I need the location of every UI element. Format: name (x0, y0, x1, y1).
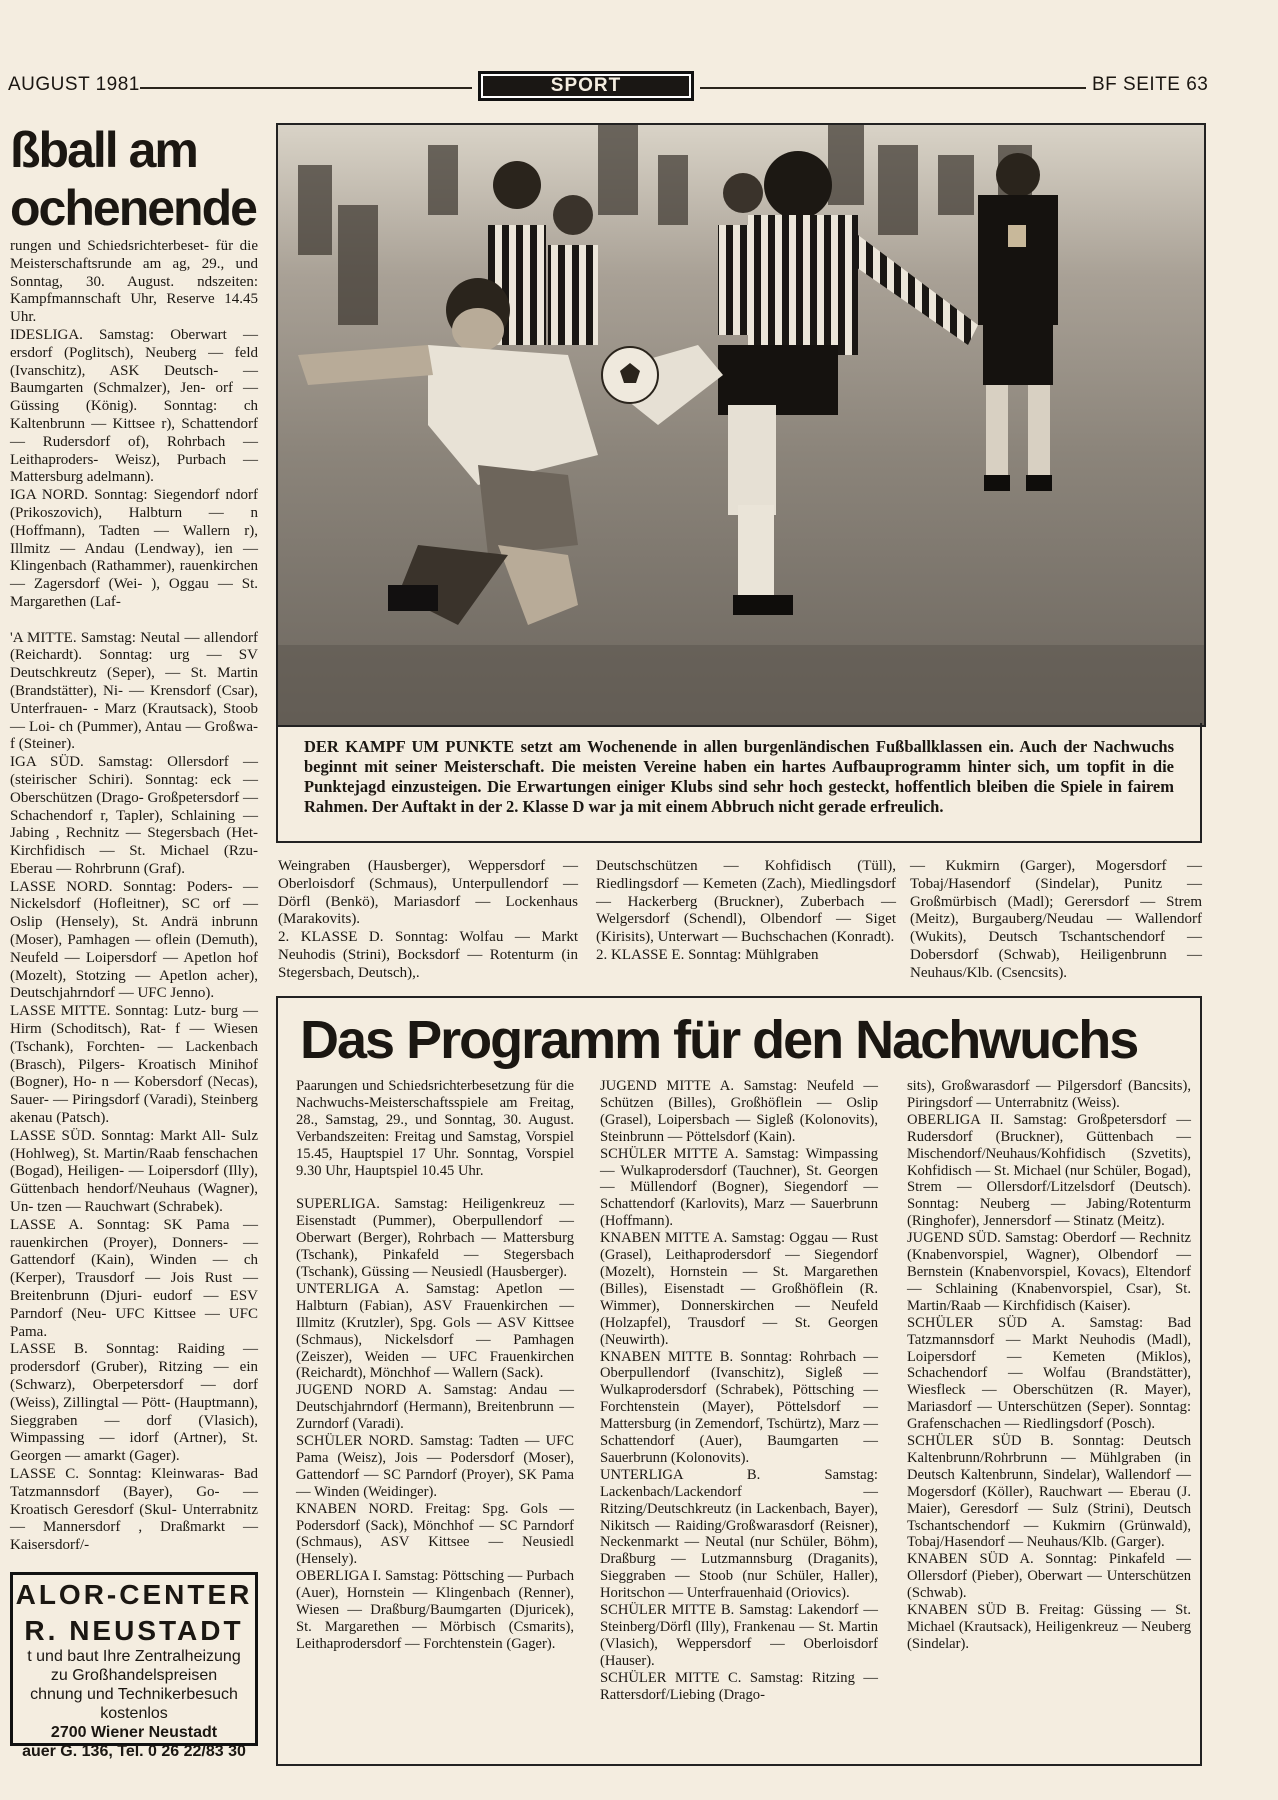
article-continuation-col2: Deutschschützen — Kohfidisch (Tüll), Riedlingsdorf — Kemeten (Zach), Miedlingsdorf — Hackerberg (Bruckner), Zuberbach — Welgersdorf (Schendl), Olbendorf — Siget (Kirisits), Unterwart — Buchschachen (Konradt). 2. KLASSE E. Sonntag: Mühlgraben (596, 858, 896, 963)
left-column-text: rungen und Schiedsrichterbeset- für die Meisterschaftsrunde am ag, 29., und Sonntag, 30. August. ndszeiten: Kampfmannschaft Uhr, Reserve 14.45 Uhr. IDESLIGA. Samstag: Oberwart — ersdorf (Poglitsch), Neuberg — feld (Ivanschitz), ASK Deutsch- — Baumgarten (Schmalzer), Jen- orf — Güssing (König). Sonntag: ch Kaltenbrunn — Kittsee r), Schattendorf — Rudersdorf of), Rohrbach — Leithaproders- Weisz), Purbach — Mattersburg adelmann). IGA NORD. Sonntag: Siegendorf ndorf (Prikoszovich), Halbturn — n (Hoffmann), Tadten — Wallern r), Illmitz — Andau (Lendway), ien — Klingenbach (Rathammer), rauenkirchen — Zagersdorf (Wei- ), Oggau — St. Margarethen (Laf- 'A MITTE. Samstag: Neutal — allendorf (Reichardt). Sonntag: urg — SV Deutschkreutz (Seper), — St. Martin (Brandstätter), Ni- — Krensdorf (Csar), Unterfrauen- - Marz (Krautsack), Stoob — Loi- ch (Pummer), Antau — Großwa- f (Steiner). IGA SÜD. Samstag: Ollersdorf — (steirischer Schiri). Sonntag: eck — Oberschützen (Drago- Großpetersdorf — Schachendorf r, Tapler), Schlaining — Jabing , Rechnitz — Stegersbach (Het- Kirchfidisch — St. Michael (Rzu- Eberau — Rohrbrunn (Graf). LASSE NORD. Sonntag: Poders- — Nickelsdorf (Hofleitner), SC orf — Oslip (Hensely), St. Andrä inbrunn (Moser), Pamhagen — oflein (Demuth), Neufeld — Loipersdorf — Apetlon hof (Mozelt), Stotzing — Apetlon acher), Deutschjahrndorf — UFC Jenno). LASSE MITTE. Sonntag: Lutz- burg — Hirm (Schoditsch), Rat- f — Wiesen (Tschank), Forchten- — Lackenbach (Brasch), Pilgers- Kroatisch Minihof (Bogner), Ho- n — Kobersdorf (Necas), Sauer- — Piringsdorf (Varadi), Steinberg akenau (Patsch). LASSE SÜD. Sonntag: Markt All- Sulz (Hohlweg), St. Martin/Raab fenschachen (Bogad), Heiligen- — Loipersdorf (Illy), Güttenbach hendorf/Neuhaus (Wagner), Un- tzen — Rauchwart (Schrabek). LASSE A. Sonntag: SK Pama — rauenkirchen (Proyer), Donners- — Gattendorf (Kain), Winden — ch (Kerper), Trausdorf — Jois Rust — Breitenbrunn (Djuri- eudorf — ESV Parndorf (Neu- UFC Kittsee — UFC Pama. LASSE B. Sonntag: Raiding — prodersdorf (Gruber), Ritzing — ein (Schwarz), Oberpetersdorf — dorf (Weiss), Zillingtal — Pött- (Hauptmann), Sieggraben — dorf (Vlasich), Wimpassing — idorf (Artner), St. Georgen — amarkt (Gager). LASSE C. Sonntag: Kleinwaras- Bad Tatzmannsdorf (Bayer), Go- — Kroatisch Geresdorf (Skul- Unterrabnitz — Mannersdorf , Draßmarkt — Kaisersdorf/- (10, 238, 258, 1554)
article-continuation-col3: — Kukmirn (Garger), Mogersdorf — Tobaj/Hasendorf (Sindelar), Punitz — Großmürbisch (Madl); Gerersdorf — Strem (Meitz), Burgauberg/Neudau — Wallendorf (Wukits), Deutsch Tschantschendorf — Dobersdorf (Schwab), Heiligenbrunn — Neuhaus/Klb. (Csencsits). (910, 858, 1202, 981)
advertisement (10, 1572, 258, 1760)
article-left-column (10, 238, 258, 1564)
advert-line4: zu Großhandelspreisen (50, 1667, 218, 1684)
page-number: BF SEITE 63 (1092, 74, 1209, 95)
header-rule-right (700, 87, 1086, 89)
youth-program-col2: JUGEND MITTE A. Samstag: Neufeld — Schützen (Billes), Großhöflein — Oslip (Grasel), Loipersbach — Sigleß (Kolonovits), Steinbrunn — Pöttelsdorf (Kain). SCHÜLER MITTE A. Samstag: Wimpassing — Wulkaprodersdorf (Tauchner), St. Georgen — Müllendorf (Bogner), Siegendorf — Schattendorf (Karlovits), Marz — Sauerbrunn (Hoffmann). KNABEN MITTE A. Samstag: Oggau — Rust (Grasel), Leithaprodersdorf — Siegendorf (Mozelt), Hornstein — St. Margarethen (Billes), Eisenstadt — Großhöflein (R. Wimmer), Donnerskirchen — Neufeld (Holzapfel), Trausdorf — St. Georgen (Neuwirth). KNABEN MITTE B. Sonntag: Rohrbach — Oberpullendorf (Ivanschitz), Sigleß — Wulkaprodersdorf (Schrabek), Pöttsching — Forchtenstein (Mayer), Pöttelsdorf — Mattersburg (in Zemendorf, Tschürtz), Marz — Schattendorf (Auer), Baumgarten — Sauerbrunn (Kolonovits). UNTERLIGA B. Samstag: Lackenbach/Lackendorf — Ritzing/Deutschkreutz (in Lackenbach, Bayer), Nikitsch — Raiding/Großwarasdorf (Reisner), Neckenmarkt — Neutal (nur Schüler, Böhm), Draßburg — Lutzmannsburg (Draganits), Sieggraben — Stoob (nur Schüler, Haller), Horitschon — Unterfrauenhaid (Oriovics). SCHÜLER MITTE B. Samstag: Lakendorf — Steinberg/Dörfl (Illy), Frankenau — St. Martin (Vlasich), Weppersdorf — Oberloisdorf (Hauser). SCHÜLER MITTE C. Samstag: Ritzing — Rattersdorf/Liebing (Drago- (600, 1078, 878, 1703)
article-continuation-col1: Weingraben (Hausberger), Weppersdorf — Oberloisdorf (Schmaus), Unterpullendorf — Dörfl (Benkö), Mariasdorf — Lockenhaus (Marakovits). 2. KLASSE D. Sonntag: Wolfau — Markt Neuhodis (Strini), Bocksdorf — Rotenturm (in Stegersbach, Deutsch),. (278, 858, 578, 981)
match-photo-graphic (278, 125, 1204, 725)
photo-caption: DER KAMPF UM PUNKTE setzt am Wochenende in allen burgenländischen Fußballklassen ein. Auch der Nachwuchs beginnt mit seiner Meisterschaft. Die meisten Vereine haben ein hartes Aufbauprogramm hinter sich, um topfit in die Punktejagd einzusteigen. Die Erwartungen einiger Klubs sind sehr hoch gesteckt, hoffentlich bleiben die Spiele in fairem Rahmen. Der Auftakt in der 2. Klasse D war ja mit einem Abbruch nicht gerade erfreulich. (276, 723, 1202, 843)
advert-line2: R. NEUSTADT (24, 1615, 244, 1646)
youth-program-col1: Paarungen und Schiedsrichterbesetzung für die Nachwuchs-Meisterschaftsspiele am Freitag, 28., Samstag, 29., und Sonntag, 30. August. Verbandszeiten: Freitag und Samstag, Vorspiel 15.45, Hauptspiel 17 Uhr. Sonntag, Vorspiel 9.30 Uhr, Hauptspiel 10.45 Uhr. SUPERLIGA. Samstag: Heiligenkreuz — Eisenstadt (Pummer), Oberpullendorf — Oberwart (Berger), Rohrbach — Mattersburg (Tschank), Pinkafeld — Stegersbach (Tschank), Güssing — Neusiedl (Hausberger). UNTERLIGA A. Samstag: Apetlon — Halbturn (Fabian), ASV Frauenkirchen — Illmitz (Krutzler), Spg. Gols — ASV Kittsee (Schmaus), Nickelsdorf — Pamhagen (Zeiszer), Weiden — UFC Frauenkirchen (Reichardt), Mönchhof — Wallern (Sack). JUGEND NORD A. Samstag: Andau — Deutschjahrndorf (Hermann), Breitenbrunn — Zurndorf (Varadi). SCHÜLER NORD. Samstag: Tadten — UFC Pama (Weisz), Jois — Podersdorf (Moser), Gattendorf — SC Parndorf (Proyer), SK Pama — Winden (Weidinger). KNABEN NORD. Freitag: Spg. Gols — Podersdorf (Sack), Mönchhof — SC Parndorf (Schmaus), ASV Kittsee — Neusiedl (Hensely). OBERLIGA I. Samstag: Pöttsching — Purbach (Auer), Hornstein — Klingenbach (Renner), Wiesen — Draßburg/Baumgarten (Djuricek), St. Margarethen — Mörbisch (Csmarits), Leithaprodersdorf — Forchtenstein (Gager). (296, 1078, 574, 1652)
issue-date: AUGUST 1981 (8, 74, 140, 95)
article-headline-line1: ßball am (10, 122, 197, 178)
article-headline-line2: ochenende (10, 180, 256, 236)
youth-program-col3: sits), Großwarasdorf — Pilgersdorf (Bancsits), Piringsdorf — Unterrabnitz (Weiss). OBERLIGA II. Samstag: Großpetersdorf — Rudersdorf (Bruckner), Güttenbach — Mischendorf/Neuhaus/Kohfidisch (Szvetits), Kohfidisch — St. Michael (nur Schüler, Bogad), Strem — Ollersdorf/Litzelsdorf (Deutsch). Sonntag: Neuberg — Jabing/Rotenturm (Ringhofer), Jennersdorf — Stinatz (Meitz). JUGEND SÜD. Samstag: Oberdorf — Rechnitz (Knabenvorspiel, Wagner), Olbendorf — Bernstein (Knabenvorspiel, Kovacs), Eltendorf — Schlaining (Knabenvorspiel, Csar), St. Martin/Raab — Kirchfidisch (Kaiser). SCHÜLER SÜD A. Samstag: Bad Tatzmannsdorf — Markt Neuhodis (Madl), Loipersdorf — Kemeten (Miklos), Schachendorf — Wolfau (Brandstätter), Wiesfleck — Oberschützen (R. Mayer), Mariasdorf — Unterschützen (Seper). Sonntag: Grafenschachen — Riedlingsdorf (Posch). SCHÜLER SÜD B. Sonntag: Deutsch Kaltenbrunn/Rohrbrunn — Mühlgraben (in Deutsch Kaltenbrunn, Sindelar), Wallendorf — Mogersdorf (Köller), Rauchwart — Eberau (J. Maier), Geresdorf — Sulz (Strini), Deutsch Tschantschendorf — Kukmirn (Grünwald), Tobaj/Hasendorf — Neuhaus/Klb. (Garger). KNABEN SÜD A. Sonntag: Pinkafeld — Ollersdorf (Pieber), Oberwart — Unterschützen (Schwab). KNABEN SÜD B. Freitag: Güssing — St. Michael (Krautsack), Heiligenkreuz — Neuberg (Sindelar). (907, 1078, 1191, 1652)
advert-line3: t und baut Ihre Zentralheizung (27, 1648, 241, 1665)
advert-line1: ALOR-CENTER (15, 1579, 253, 1610)
section-label-text: SPORT (483, 76, 689, 96)
advert-line6: kostenlos (100, 1705, 168, 1722)
advert-line7: 2700 Wiener Neustadt (50, 1724, 218, 1741)
match-photo (276, 123, 1206, 727)
referee-badge-icon (1008, 225, 1026, 247)
advert-line5: chnung und Technikerbesuch (30, 1686, 238, 1703)
section-label (478, 71, 694, 101)
youth-program-headline: Das Programm für den Nachwuchs (300, 1010, 1138, 1070)
advert-line8: auer G. 136, Tel. 0 26 22/83 30 (22, 1743, 246, 1760)
header-rule-left (140, 87, 472, 89)
